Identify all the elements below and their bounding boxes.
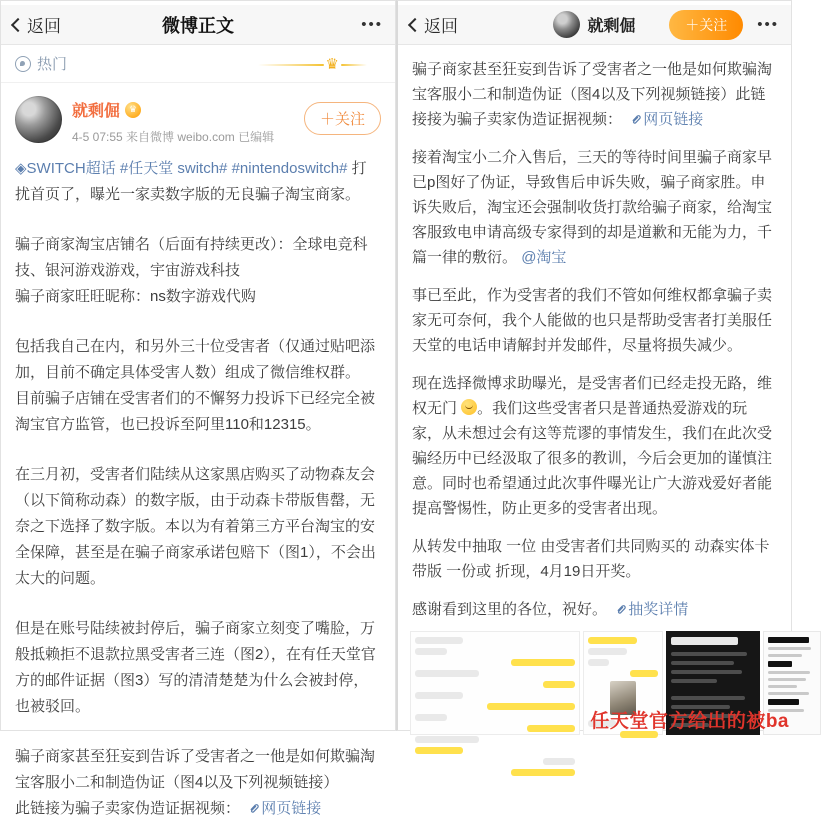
hot-label: 热门 [37, 56, 68, 73]
post-paragraph: 从转发中抽取 一位 由受害者们共同购买的 动森实体卡带版 一份或 折现，4月19日开奖。 [412, 538, 770, 580]
lottery-detail-link[interactable]: 抽奖详情 [611, 601, 688, 618]
follow-button[interactable]: ＋关注 [669, 10, 743, 40]
paperclip-icon [630, 113, 642, 125]
post-paragraph [412, 597, 777, 622]
author-header [1, 83, 395, 147]
post-text: 感谢看到这里的各位，祝好。 [412, 601, 608, 618]
post-paragraph [15, 156, 381, 208]
right-nav-bar [398, 5, 791, 45]
vip-badge-icon: ♛ [125, 102, 141, 118]
post-text: 现在选择微博求助曝光，是受害者们已经走投无路，维权无门 [412, 375, 773, 417]
avatar [553, 11, 580, 38]
more-menu-icon[interactable]: ••• [361, 16, 383, 33]
crying-emoji-icon [461, 399, 477, 415]
post-text: 骗子商家旺旺昵称：ns数字游戏代购 [15, 288, 256, 305]
post-paragraph: 但是在账号陆续被封停后，骗子商家立刻变了嘴脸，万般抵赖拒不退款拉黑受害者三连（图2），在有任天堂官方的邮件证据（图3）写的清清楚楚为什么会被封停，也被驳回。 [15, 620, 376, 715]
crown-decoration [258, 57, 367, 72]
hot-row[interactable] [1, 45, 395, 83]
post-text: 目前骗子店铺在受害者们的不懈努力投诉下已经完全被淘宝官方监管，也已投诉至阿里110和12315。 [15, 390, 376, 433]
back-label: 返回 [27, 17, 61, 36]
post-text: 骗子商家甚至狂妄到告诉了受害者之一他是如何欺骗淘宝客服小二和制造伪证（图4以及下列视频链接）此链接接为骗子卖家伪造证据视频： [412, 61, 773, 128]
post-paragraph [412, 145, 777, 270]
post-text: 此链接为骗子卖家伪造证据视频： [15, 800, 241, 817]
page-title: 微博正文 [162, 15, 234, 36]
post-text: 骗子商家甚至狂妄到告诉了受害者之一他是如何欺骗淘宝客服小二和制造伪证（图4以及下列视频链接） [15, 748, 376, 791]
weibo-detail-panel [0, 0, 396, 817]
post-paragraph [15, 744, 381, 822]
post-meta: 4-5 07:55 来自微博 weibo.com 已编辑 [72, 130, 275, 144]
back-chevron-icon [11, 17, 25, 31]
back-chevron-icon [408, 17, 422, 31]
follow-button[interactable]: ＋关注 [304, 102, 381, 135]
back-button[interactable] [13, 12, 61, 37]
back-button[interactable] [410, 12, 458, 37]
post-text: 骗子商家淘宝店铺名（后面有持续更改）：全球电竞科技、银河游戏游戏，宇宙游戏科技 [15, 236, 368, 279]
post-paragraph [412, 371, 777, 521]
supertopic-icon: ◈ [15, 160, 27, 177]
post-paragraph: 在三月初，受害者们陆续从这家黑店购买了动物森友会（以下简称动森）的数字版，由于动森卡带版售罄，无奈之下选择了数字版。本以为有着第三方平台淘宝的安全保障，甚至是在骗子商家承诺包赔下（图1），不会出太大的问题。 [15, 466, 376, 587]
left-nav-bar [1, 5, 395, 45]
post-paragraph [412, 57, 777, 132]
chat-screenshot-thumbnail[interactable] [410, 631, 580, 735]
post-body [398, 45, 791, 622]
username[interactable]: 就剩倔 [72, 103, 121, 120]
hot-icon [15, 56, 31, 72]
taobao-mention-link[interactable]: @淘宝 [521, 249, 567, 266]
weibo-continuation-panel [396, 0, 792, 731]
crown-icon: ♛ [325, 56, 339, 73]
back-label: 返回 [424, 17, 458, 36]
avatar[interactable] [15, 96, 62, 143]
paperclip-icon [615, 603, 627, 615]
post-text: 接着淘宝小二介入售后，三天的等待时间里骗子商家早已p图好了伪证，导致售后申诉失败，骗子商家胜。申诉失败后，淘宝还会强制收货打款给骗子商家，给淘宝客服致电申请高级专家得到的却是道歉和无能为力，千篇一律的敷衍。 [412, 149, 773, 266]
paperclip-icon [248, 802, 260, 814]
username: 就剩倔 [587, 18, 636, 35]
post-paragraph: 事已至此，作为受害者的我们不管如何维权都拿骗子卖家无可奈何，我个人能做的也只是帮助受害者打美服任天堂的电话申请解封并发邮件，尽量将损失减少。 [412, 287, 773, 354]
post-text: 。我们这些受害者只是普通热爱游戏的玩家，从未想过会有这等荒谬的事情发生，我们在此次受骗经历中已经汲取了很多的教训，今后会更加的谨慎注意。同时也希望通过此次事件曝光让广大游戏爱好者能提高警惕性，防止更多的受害者出现。 [412, 400, 773, 517]
topic-links[interactable]: SWITCH超话 #任天堂 switch# #nintendoswitch# [26, 160, 348, 177]
post-body [1, 147, 395, 822]
post-text: 打扰首页了，曝光一家卖数字版的无良骗子淘宝商家。 [15, 160, 367, 203]
web-link[interactable]: 网页链接 [626, 111, 703, 128]
web-link[interactable]: 网页链接 [244, 800, 321, 817]
image-overlay-caption: 任天堂官方给出的被ba [590, 711, 789, 732]
post-paragraph [15, 334, 381, 438]
post-text: 包括我自己在内，和另外三十位受害者（仅通过贴吧添加，目前不确定具体受害人数）组成了微信维权群。 [15, 338, 376, 381]
more-menu-icon[interactable]: ••• [757, 16, 779, 33]
evidence-thumbnail-strip [410, 631, 791, 735]
post-paragraph [15, 232, 381, 310]
